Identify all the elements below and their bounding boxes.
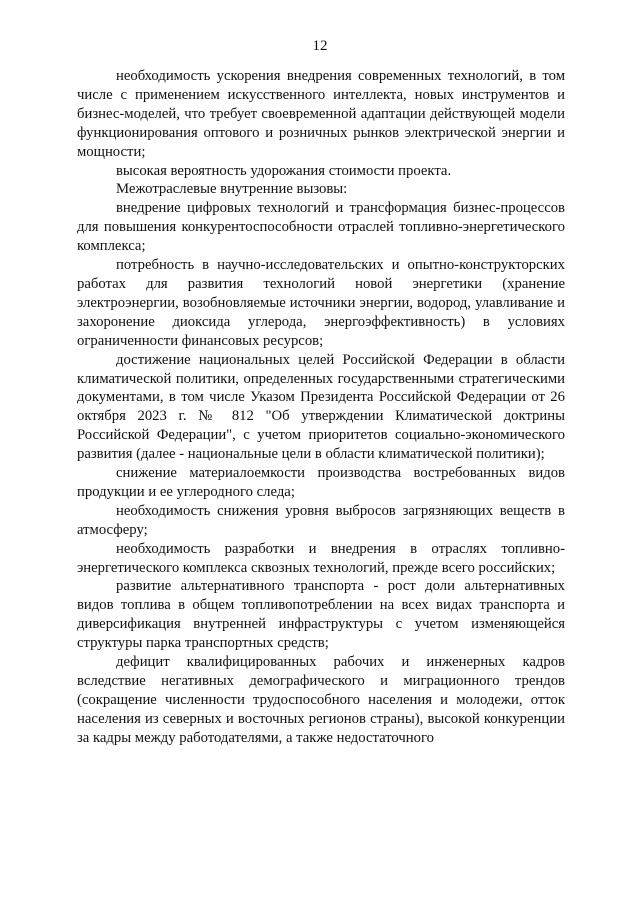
paragraph: развитие альтернативного транспорта - рост доли альтернативных видов топлива в общем топливопотреблении на всех видах транспорта и диверсификация внутренней инфраструктуры с учетом изменяющейся структуры парка транспортных средств;: [77, 578, 565, 652]
paragraph: снижение материалоемкости производства востребованных видов продукции и ее углеродного следа;: [77, 465, 565, 500]
paragraph: высокая вероятность удорожания стоимости проекта.: [116, 162, 452, 179]
paragraph: дефицит квалифицированных рабочих и инженерных кадров вследствие негативных демографического и миграционного трендов (сокращение численности трудоспособного населения и молодежи, отток населения из северных и восточных регионов страны), высокой конкуренции за кадры между работодателями, а также недостаточного: [77, 654, 565, 746]
page-number: 12: [312, 38, 328, 54]
paragraph: необходимость разработки и внедрения в отраслях топливно-энергетического комплекса сквозных технологий, прежде всего российских;: [77, 540, 565, 576]
section-heading: Межотраслевые внутренние вызовы:: [116, 181, 348, 198]
paragraph: необходимость снижения уровня выбросов загрязняющих веществ в атмосферу;: [77, 502, 565, 538]
document-body: [77, 67, 565, 748]
paragraph: необходимость ускорения внедрения современных технологий, в том числе с применением искусственного интеллекта, новых инструментов и бизнес-моделей, что требует своевременной адаптации действующей модели функционирования оптового и розничных рынков электрической энергии и мощности;: [77, 68, 565, 160]
paragraph: достижение национальных целей Российской Федерации в области климатической политики, определенных государственными стратегическими документами, в том числе Указом Президента Российской Федерации от 26 октября 2023 г. № 812 "Об утверждении Климатической доктрины Российской Федерации", с учетом приоритетов социально-экономического развития (далее - национальные цели в области климатической политики);: [77, 351, 565, 463]
paragraph: потребность в научно-исследовательских и опытно-конструкторских работах для развития технологий новой энергетики (хранение электроэнергии, возобновляемые источники энергии, водород, улавливание и захоронение диоксида углерода, энергоэффективность) в условиях ограниченности финансовых ресурсов;: [77, 257, 565, 349]
paragraph: внедрение цифровых технологий и трансформация бизнес-процессов для повышения конкурентоспособности отраслей топливно-энергетического комплекса;: [77, 200, 565, 255]
